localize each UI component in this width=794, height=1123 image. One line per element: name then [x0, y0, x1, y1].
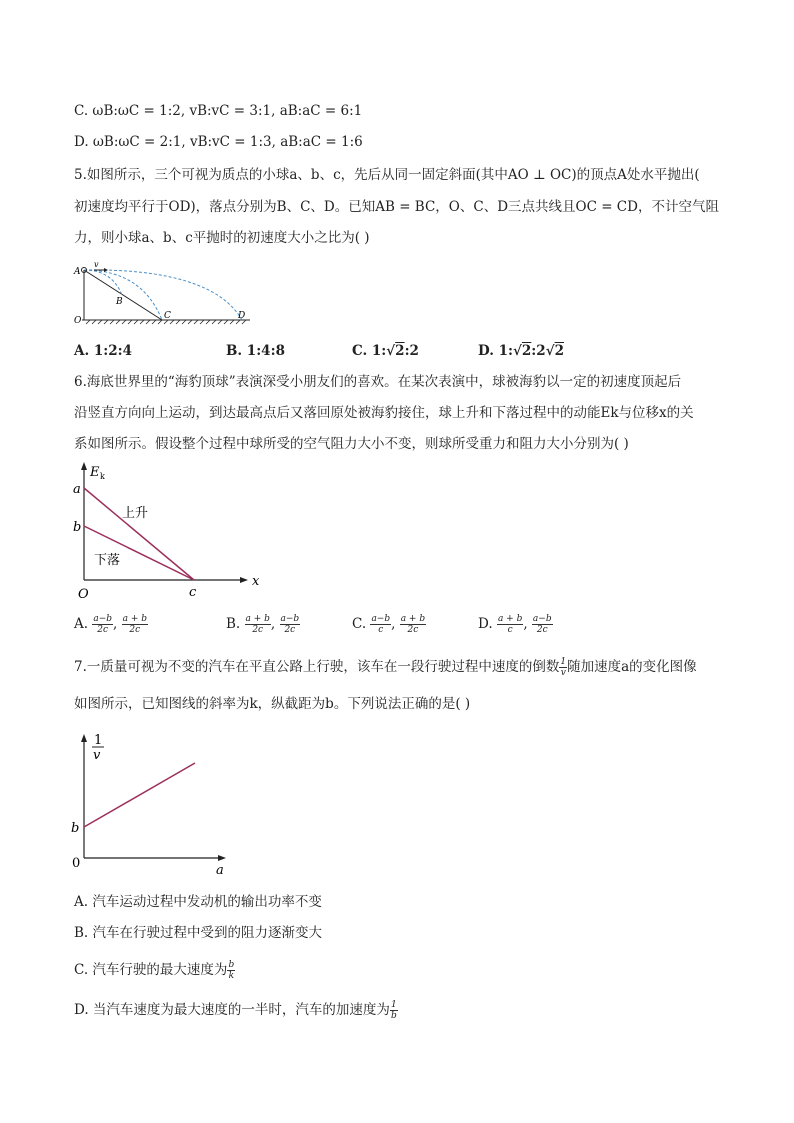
q7-option-d-den: b [390, 1011, 397, 1021]
q7-option-c-text: C. 汽车行驶的最大速度为 [74, 962, 228, 978]
q7-option-c[interactable] [74, 960, 235, 981]
q6-option-c-frac1 [370, 614, 391, 635]
q7-label-v: v [93, 748, 101, 763]
q5-option-d-radicand1: 2 [521, 343, 532, 359]
q6-option-b-label: B. [226, 616, 241, 632]
q6-option-a-frac1-den: 2c [97, 625, 109, 635]
sqrt-icon: √ [545, 343, 555, 359]
q6-option-c-frac1-num: a−b [371, 614, 391, 624]
q6-option-c-frac1-den: c [378, 625, 384, 635]
q7-option-a[interactable]: A. 汽车运动过程中发动机的输出功率不变 [74, 894, 322, 910]
q6-option-d-frac2 [532, 614, 553, 635]
q6-label-up: 上升 [122, 506, 149, 521]
q6-option-d-label: D. [478, 616, 493, 632]
q6-stem-line2: 沿竖直方向向上运动，到达最高点后又落回原处被海豹接住，球上升和下落过程中的动能Ek与位移x的关 [74, 405, 694, 421]
q6-option-a-label: A. [74, 616, 89, 632]
q6-stem-line1: 6.海底世界里的“海豹顶球”表演深受小朋友们的喜欢。在某次表演中，球被海豹以一定的初速度顶起后 [74, 374, 682, 390]
q6-option-a-frac2-den: 2c [129, 625, 141, 635]
q6-option-b-frac1-num: a + b [245, 614, 270, 624]
q5-option-c-suffix: :2 [404, 343, 419, 359]
q7-label-a: a [216, 863, 224, 878]
q6-stem-line3: 系如图所示。假设整个过程中球所受的空气阻力大小不变，则球所受重力和阻力大小分别为( ) [74, 436, 629, 452]
q6-label-a: a [73, 482, 81, 497]
q6-option-a-frac1 [92, 614, 113, 635]
q7-reciprocal-velocity-graph [70, 728, 240, 878]
sqrt-icon: √ [513, 343, 522, 359]
q7-stem-frac-num: 1 [560, 657, 567, 667]
q5-option-c[interactable] [352, 341, 419, 361]
q6-label-k: k [100, 472, 105, 481]
q6-option-c-label: C. [352, 616, 367, 632]
q4-option-d: D. ωB:ωC = 2:1, vB:vC = 1:3, aB:aC = 1:6 [74, 134, 363, 150]
q7-stem-line1 [74, 657, 697, 678]
q6-option-d-frac1 [497, 614, 523, 635]
q6-option-c-frac2-den: 2c [407, 625, 419, 635]
q7-option-d-text: D. 当汽车速度为最大速度的一半时，汽车的加速度为 [74, 1002, 390, 1018]
q6-option-b-frac1 [245, 614, 271, 635]
q7-label-one: 1 [94, 733, 103, 748]
q5-stem-line3: 力，则小球a、b、c平抛时的初速度大小之比为( ) [74, 230, 370, 246]
q6-label-b: b [73, 520, 82, 535]
q5-projectile-figure [72, 260, 262, 332]
q7-option-c-frac [227, 960, 235, 981]
q5-label-v: v [94, 260, 99, 269]
q6-option-c[interactable]: C. $\frac{a-b}{c}$ , $\frac{a + b}{2c}$ [352, 614, 426, 635]
q6-label-O: O [78, 587, 89, 602]
q6-option-b-frac2-den: 2c [284, 625, 296, 635]
q7-option-c-num: b [228, 960, 235, 970]
q6-option-d[interactable]: D. $\frac{a + b}{c}$ , $\frac{a-b}{2c}$ [478, 614, 552, 635]
q6-option-d-frac1-num: a + b [497, 614, 523, 624]
q6-option-b-frac1-den: 2c [252, 625, 264, 635]
q7-option-d-frac [390, 1000, 398, 1021]
q5-option-c-prefix: C. 1: [352, 343, 387, 359]
q5-label-D: D [238, 311, 246, 321]
q5-option-d-mid: :2 [531, 343, 546, 359]
q6-option-a-frac2 [122, 614, 148, 635]
q5-option-d[interactable] [478, 341, 564, 361]
q5-option-a[interactable]: A. 1:2:4 [74, 343, 133, 359]
q6-option-c-frac2 [400, 614, 426, 635]
q7-option-c-den: k [228, 971, 235, 981]
q7-option-d[interactable] [74, 1000, 398, 1021]
q6-option-a[interactable]: A. $\frac{a-b}{2c}$ , $\frac{a + b}{2c}$ [74, 614, 147, 635]
q5-option-d-prefix: D. 1: [478, 343, 514, 359]
q4-option-c: C. ωB:ωC = 1:2, vB:vC = 3:1, aB:aC = 6:1 [74, 103, 363, 119]
q7-option-b[interactable]: B. 汽车在行驶过程中受到的阻力逐渐变大 [74, 925, 323, 941]
q6-energy-graph [72, 462, 272, 602]
q7-stem-frac [559, 657, 567, 678]
q5-stem-line2: 初速度均平行于OD)，落点分别为B、C、D。已知AB = BC，O、C、D三点共线且OC = CD，不计空气阻 [74, 199, 719, 215]
q5-option-d-radicand2: 2 [554, 343, 564, 359]
sqrt-icon: √ [386, 343, 396, 359]
q6-option-b-frac2 [280, 614, 301, 635]
q6-option-b-frac2-num: a−b [280, 614, 300, 624]
q6-label-down: 下落 [94, 553, 121, 568]
q6-option-a-frac2-num: a + b [122, 614, 147, 624]
q5-label-B: B [116, 297, 123, 307]
q5-label-C: C [164, 311, 171, 321]
q5-option-c-radicand: 2 [395, 343, 405, 359]
q6-label-c: c [189, 585, 197, 600]
q7-stem-frac-den: v [560, 668, 566, 678]
q6-option-d-frac2-num: a−b [532, 614, 552, 624]
q6-option-d-frac1-den: c [507, 625, 513, 635]
q7-stem-line1b: 随加速度a的变化图像 [567, 659, 697, 675]
q7-stem-line2: 如图所示，已知图线的斜率为k，纵截距为b。下列说法正确的是( ) [74, 696, 471, 712]
q5-label-A: A [74, 267, 81, 277]
q6-option-b[interactable]: B. $\frac{a + b}{2c}$ , $\frac{a-b}{2c}$ [226, 614, 300, 635]
q5-stem-line1: 5.如图所示，三个可视为质点的小球a、b、c，先后从同一固定斜面(其中AO ⊥ OC)的顶点A处水平抛出( [74, 167, 700, 183]
q6-option-c-frac2-num: a + b [400, 614, 426, 624]
q7-option-d-num: 1 [390, 1000, 397, 1010]
q6-label-Ek: E [90, 465, 100, 480]
q7-stem-line1a: 7.一质量可视为不变的汽车在平直公路上行驶，该车在一段行驶过程中速度的倒数 [74, 659, 560, 675]
q6-label-x: x [252, 574, 260, 589]
q6-option-a-frac1-num: a−b [93, 614, 113, 624]
q6-option-d-frac2-den: 2c [536, 625, 548, 635]
q5-option-b[interactable]: B. 1:4:8 [226, 343, 285, 359]
q7-label-zero: 0 [72, 856, 81, 871]
q5-label-O: O [74, 316, 82, 326]
q7-label-b: b [71, 821, 80, 836]
